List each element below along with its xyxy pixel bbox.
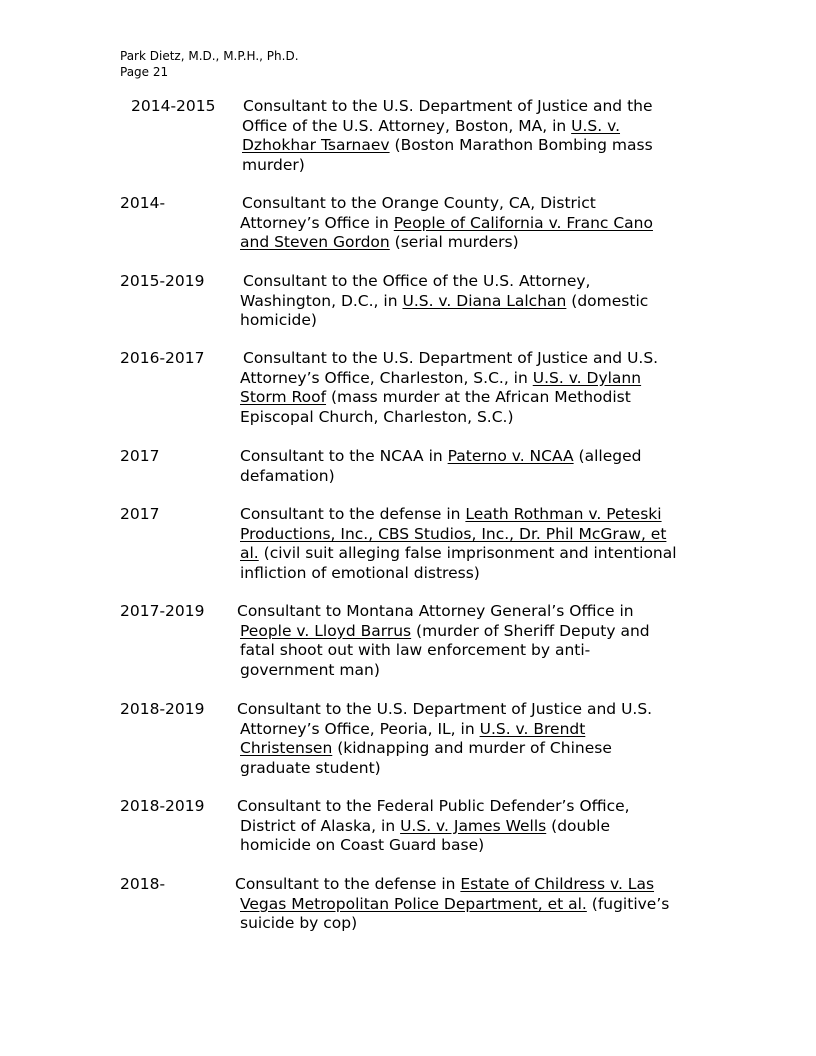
description-line: [242, 156, 702, 176]
entry-year: 2016-2017: [120, 349, 205, 367]
entry-year: 2018-2019: [120, 797, 205, 815]
case-name: and Steven Gordon: [240, 233, 390, 251]
description-text: Consultant to the U.S. Department of Justice and U.S.: [243, 349, 659, 367]
description-line: [240, 836, 700, 856]
description-line: [240, 292, 700, 312]
description-line: [243, 349, 700, 369]
description-line: [240, 817, 700, 837]
page-header: [120, 48, 299, 80]
description-text: infliction of emotional distress): [240, 563, 480, 582]
entry-description: [235, 875, 700, 934]
description-text: Consultant to the U.S. Department of Justice and U.S.: [237, 700, 653, 718]
entry-year: 2014-: [120, 194, 166, 212]
description-text: Consultant to the Orange County, CA, District: [242, 194, 596, 212]
description-text: Consultant to the Office of the U.S. Attorney,: [243, 272, 591, 290]
description-text: Office of the U.S. Attorney, Boston, MA, in: [242, 116, 572, 135]
entry-description: [242, 97, 702, 175]
case-name: Productions, Inc., CBS Studios, Inc., Dr. Phil McGraw, et: [240, 524, 667, 543]
description-line: [240, 388, 700, 408]
description-text: defamation): [240, 466, 335, 485]
description-text: (Boston Marathon Bombing mass: [389, 136, 653, 154]
entry-description: [240, 447, 700, 486]
entry-year: 2017: [120, 505, 160, 523]
description-text: Consultant to the defense in: [235, 875, 461, 893]
description-text: graduate student): [240, 758, 381, 777]
case-name: U.S. v.: [571, 116, 621, 135]
entry-year: 2017: [120, 447, 160, 465]
description-line: [237, 797, 700, 817]
case-name: U.S. v. Brendt: [479, 719, 586, 738]
case-name: People v. Lloyd Barrus: [240, 621, 412, 640]
description-line: [240, 214, 700, 234]
description-line: [237, 700, 700, 720]
entry-description: [240, 505, 700, 583]
description-line: [240, 759, 700, 779]
description-text: (kidnapping and murder of Chinese: [332, 739, 612, 757]
description-text: Washington, D.C., in: [240, 291, 403, 310]
description-line: [240, 311, 700, 331]
description-text: Attorney’s Office, Peoria, IL, in: [240, 719, 480, 738]
description-line: [240, 720, 700, 740]
case-name: Paterno v. NCAA: [447, 447, 574, 465]
description-line: [240, 408, 700, 428]
description-line: [240, 525, 700, 545]
description-line: [235, 875, 700, 895]
description-text: (double: [546, 816, 611, 835]
page-number: Page 21: [120, 65, 169, 79]
description-text: fatal shoot out with law enforcement by anti-: [240, 641, 591, 659]
description-text: Consultant to the defense in: [240, 505, 466, 523]
description-line: [240, 641, 700, 661]
entry-description: [240, 194, 700, 253]
description-text: Consultant to the U.S. Department of Justice and the: [243, 97, 653, 115]
case-name: Dzhokhar Tsarnaev: [242, 136, 390, 154]
description-text: Consultant to the Federal Public Defender’s Office,: [237, 797, 630, 815]
entry-description: [237, 602, 700, 680]
case-name: Estate of Childress v. Las: [460, 875, 655, 893]
entry-year: 2017-2019: [120, 602, 205, 620]
description-text: murder): [242, 155, 305, 174]
case-name: U.S. v. Dylann: [532, 368, 642, 387]
entry-description: [240, 349, 700, 427]
description-text: homicide): [240, 311, 317, 329]
description-text: Attorney’s Office, Charleston, S.C., in: [240, 368, 533, 387]
description-text: (fugitive’s: [586, 894, 670, 913]
description-line: [240, 895, 700, 915]
description-text: Episcopal Church, Charleston, S.C.): [240, 407, 514, 426]
case-name: Storm Roof: [240, 388, 327, 406]
description-text: (murder of Sheriff Deputy and: [411, 621, 650, 640]
case-name: Vegas Metropolitan Police Department, et al.: [240, 894, 587, 913]
description-line: [240, 661, 700, 681]
description-text: (domestic: [566, 291, 649, 310]
description-line: [240, 544, 700, 564]
description-line: [240, 914, 700, 934]
case-name: Christensen: [240, 739, 333, 757]
description-text: Attorney’s Office in: [240, 213, 394, 232]
description-text: government man): [240, 660, 380, 679]
description-line: [240, 564, 700, 584]
case-name: U.S. v. Diana Lalchan: [402, 291, 567, 310]
description-text: District of Alaska, in: [240, 816, 401, 835]
description-line: [243, 272, 700, 292]
description-line: [237, 602, 700, 622]
description-line: [243, 97, 702, 117]
description-line: [240, 447, 700, 467]
entry-description: [237, 700, 700, 778]
description-text: Consultant to Montana Attorney General’s Office in: [237, 602, 634, 620]
description-text: Consultant to the NCAA in: [240, 447, 448, 465]
description-line: [240, 739, 700, 759]
description-line: [242, 136, 702, 156]
case-name: al.: [240, 544, 259, 562]
description-text: (alleged: [573, 447, 642, 465]
description-line: [240, 233, 700, 253]
entry-year: 2015-2019: [120, 272, 205, 290]
entry-year: 2018-2019: [120, 700, 205, 718]
case-name: People of California v. Franc Cano: [393, 213, 653, 232]
description-line: [240, 467, 700, 487]
entry-year: 2018-: [120, 875, 166, 893]
author-name: Park Dietz, M.D., M.P.H., Ph.D.: [120, 49, 299, 63]
case-name: Leath Rothman v. Peteski: [465, 505, 662, 523]
description-line: [240, 505, 700, 525]
entry-description: [240, 272, 700, 331]
description-line: [240, 622, 700, 642]
description-text: suicide by cop): [240, 914, 358, 932]
entry-year: 2014-2015: [131, 97, 216, 115]
description-line: [240, 369, 700, 389]
description-text: (civil suit alleging false imprisonment and intentional: [258, 544, 677, 562]
description-text: (mass murder at the African Methodist: [326, 388, 631, 406]
description-text: (serial murders): [389, 233, 519, 251]
case-name: U.S. v. James Wells: [400, 816, 547, 835]
description-line: [242, 194, 700, 214]
entry-description: [237, 797, 700, 856]
description-text: homicide on Coast Guard base): [240, 836, 485, 854]
description-line: [242, 117, 702, 137]
